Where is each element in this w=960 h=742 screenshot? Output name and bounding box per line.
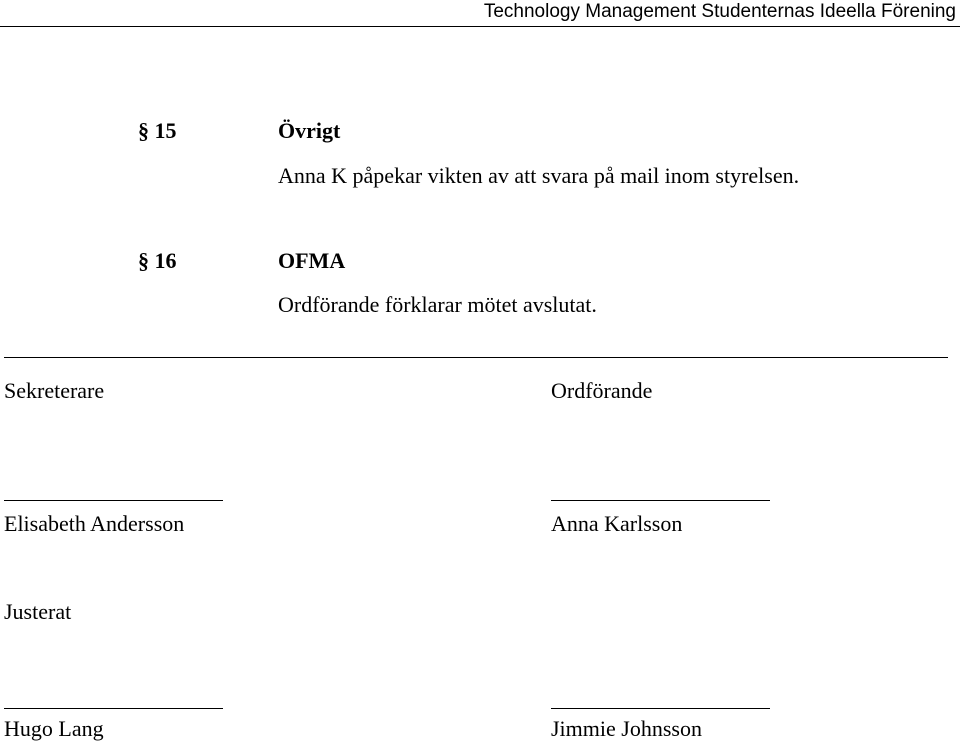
signature-divider <box>4 357 948 358</box>
section-title: Övrigt <box>278 118 341 143</box>
header-rule <box>0 26 960 27</box>
section-text: Anna K påpekar vikten av att svara på mail inom styrelsen. <box>278 163 800 188</box>
secretary-signature-line <box>4 500 223 501</box>
adjuster-1-name: Hugo Lang <box>4 716 104 741</box>
adjusted-label: Justerat <box>4 599 72 624</box>
chair-role-label: Ordförande <box>551 378 653 403</box>
chair-name: Anna Karlsson <box>551 511 683 536</box>
chair-signature-line <box>551 500 770 501</box>
adjuster-2-signature-line <box>551 708 770 709</box>
section-number: § 16 <box>138 248 177 273</box>
secretary-name: Elisabeth Andersson <box>4 511 185 536</box>
section-text: Ordförande förklarar mötet avslutat. <box>278 292 597 317</box>
adjuster-1-signature-line <box>4 708 223 709</box>
adjuster-2-name: Jimmie Johnsson <box>551 716 702 741</box>
organization-name: Technology Management Studenternas Ideella Förening <box>483 1 956 22</box>
section-title: OFMA <box>278 248 346 273</box>
section-number: § 15 <box>138 118 177 143</box>
secretary-role-label: Sekreterare <box>4 378 105 403</box>
